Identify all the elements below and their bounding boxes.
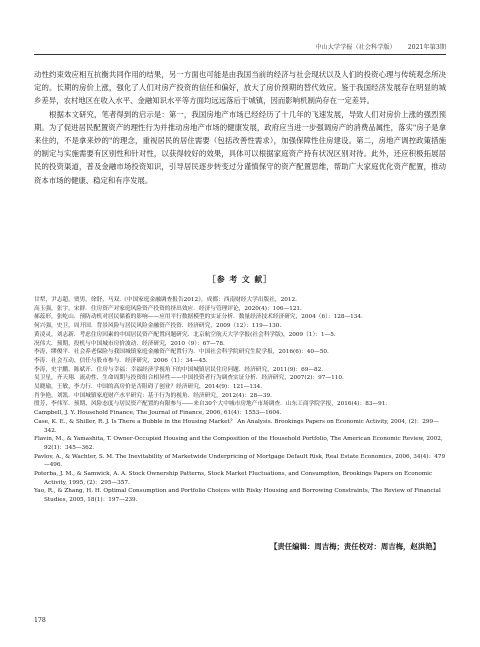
reference-item: 郝蕊形，张屹山．预防动机对居民储蓄的影响——应用平行数据模型的实证分析．数量经济技术经济研究，2004（6）：128—134. [34,314,363,321]
body-paragraph: 根据本文研究，笔者得到的启示是：第一，我国房地产市场已经经历了十几年的飞速发展，导致人们对房价上涨的强烈预期。为了促进居民配置资产的理性行为并推动房地产市场的健康发展，政府应当进一步强调房产的消费品属性，落实"房子是拿来住的，不是拿来炒的"的理念，重视居民的居住需要（包括改善性需求），加强保障性住房建设。第二，房地产调控政策措施的制定与实施需要有区别性和针对性，以获得较好的效果，具体可以根据家庭资产持有状况区别对待。此外，还应积极拓展居民的投资渠道，普及金融市场投资知识，引导居民逐步转变过分谨慎保守的资产配置思维，帮助广大家庭优化资产配置，推动资本市场的健康、稳定和有序发展。 [34,109,446,185]
running-header [34,42,446,51]
reference-item: 殷芳，李伟军．预期、风险态度与居民资产配置的有限参与——来自30个大中城市房地产市场调查．山东工商学院学报，2016(4)：83—91. [34,401,388,408]
reference-item: Pavlov, A., & Wachter, S. M. The Inevitability of Marketwide Underpricing of Mortgage Default Risk, Real Estate Economics, 2006, 34(4)：479—496. [34,453,446,469]
references-title: ［参 考 文 献］ [208,275,272,284]
reference-item: 吴卫星，齐天翔．流动性、生命周期与投资组合相异性——中国投资者行为调查实证分析．经济研究，2007(2)：97—110. [34,375,344,382]
references-list [34,296,446,505]
header-rule [34,54,446,55]
reference-item: 李涛，缪俊平．社会养老保险与我国城镇家庭金融资产配置行为．中国社会科学院研究生院学报，2016(6)：40—50. [34,349,329,356]
reference-item: 李涛，史宇鹏，陈斌开．住房与幸福：幸福经济学视角下的中国城镇居民住房问题．经济研究，2011(9)：69—82. [34,366,324,373]
reference-item: 吴晓瑜，王敏，李力行．中国的高房价是否阻碍了创业？经济研究，2014(9)：121—134. [34,384,263,391]
reference-item: 何兴强，史卫，周开国．背景风险与居民风险金融资产投资．经济研究，2009（12）：119—130. [34,323,282,330]
reference-item: 高玉强，张宇，宋群．住房资产对家庭风险资产投资的挤出效应．经济与管理评论，2020(4)：106—121. [34,305,302,312]
reference-item: Poterba, J. M., & Samwick, A. A. Stock Ownership Patterns, Stock Market Fluctuations, and Consumption, Brookings Papers on Economic Activity, 1995, (2)：295—357. [34,471,433,486]
editor-note: 【责任编辑：周吉梅；责任校对：周吉梅，赵洪艳】 [270,542,440,551]
reference-item: 肖争艳，刘凯．中国城镇家庭财产水平研究：基于行为的视角．经济研究，2012(4)：28—39. [34,392,272,399]
page-number: 178 [34,617,46,624]
reference-item: 况伟大．预期，投机与中国城市房价波动．经济研究，2010（9）：67—78. [34,340,225,347]
body-text [34,68,446,187]
reference-item: 甘犁，尹志超，贾男，徐舒，马双.《中国家庭金融调查报告2012》，成都：西南财经大学出版社，2012. [34,297,297,303]
reference-item: Yao, R., & Zhang, H. H. Optimal Consumption and Portfolio Choices with Risky Housing and Borrowing Constraints, The Review of Financial Studies, 2005, 18(1)：197—239. [34,488,441,504]
body-paragraph: 动性约束效应相互抗衡共同作用的结果，另一方面也可能是由我国当前的经济与社会现状以及人们的投资心理与传统观念所决定的。长期的房价上涨，强化了人们对房产投资的信任和偏好，放大了房价预期的替代效应。鉴于我国经济发展存在明显的城乡差异，农村地区在收入水平、金融知识水平等方面均远远落后于城镇，因而影响机制尚存在一定差异。 [34,70,446,106]
journal-name: 中山大学学报（社会科学版） [315,44,396,51]
reference-item: 李涛．社会互动、信任与股市参与．经济研究，2006（1）：34—45. [34,357,208,364]
reference-item: 黄凌灵，刘志新．考虑住房因素的中国居民资产配置问题研究．北京航空航天大学学报(社会科学版)，2009（1）：1—5. [34,331,336,338]
reference-item: Flavin, M., & Yamashita, T. Owner-Occupied Housing and the Composition of the Household Portfolio, The American Economic Review, 2002, 92(1)：345—362. [34,436,443,451]
issue-number: 2021年第3期 [407,44,446,51]
reference-item: Campbell, J. Y. Household Finance, The Journal of Finance, 2006, 61(4)：1553—1604. [34,410,282,417]
reference-item: Case, K. E., & Shiller, R. J. Is There a Bubble in the Housing Market？ An Analysis. Brookings Papers on Economic Activity, 2004, (2)：299—342. [34,418,439,434]
